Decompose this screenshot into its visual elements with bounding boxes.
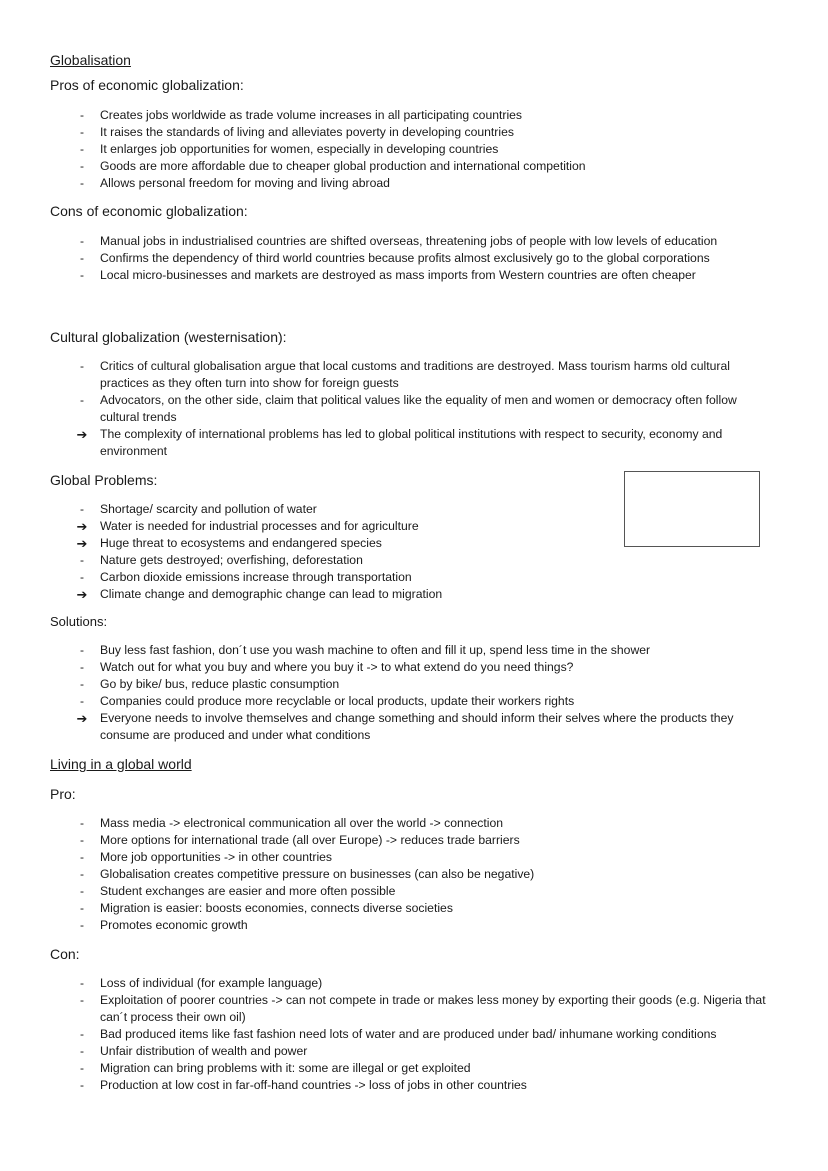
dash-bullet: - [80,159,84,173]
list-item-text: It enlarges job opportunities for women, especially in developing countries [100,142,499,156]
dash-bullet: - [80,901,84,915]
list-item-text: Advocators, on the other side, claim that political values like the equality of men and women or democracy often follow cultural trends [100,393,737,424]
heading-global-problems: Global Problems: [50,472,158,488]
list-item-text: Watch out for what you buy and where you buy it -> to what extend do you need things? [100,660,574,674]
dash-bullet: - [80,677,84,691]
list-item-text: Goods are more affordable due to cheaper global production and international competition [100,159,586,173]
list-item [72,392,777,426]
heading-con: Con: [50,946,80,962]
dash-bullet: - [80,850,84,864]
list-item [72,107,777,124]
dash-bullet: - [80,125,84,139]
list-item-text: Go by bike/ bus, reduce plastic consumption [100,677,340,691]
list-item-text: Critics of cultural globalisation argue that local customs and traditions are destroyed. Mass tourism harms old cultural practices as they often turn into show for foreign guests [100,359,730,390]
dash-bullet: - [80,867,84,881]
list-item-text: Everyone needs to involve themselves and change something and should inform their selves where the products they consume are produced and under what conditions [100,711,734,742]
list-cons-economic [72,233,777,284]
dash-bullet: - [80,108,84,122]
arrow-bullet-icon: ➔ [76,536,88,551]
list-item-text: Loss of individual (for example language) [100,976,323,990]
list-item [72,849,777,866]
list-pro [72,815,777,934]
list-item [72,267,777,284]
list-item-text: Student exchanges are easier and more often possible [100,884,396,898]
list-global-problems [72,501,592,603]
heading-solutions: Solutions: [50,614,108,629]
list-item [72,710,777,744]
list-item-text: Mass media -> electronical communication all over the world -> connection [100,816,504,830]
list-pros-economic [72,107,777,192]
list-item-text: The complexity of international problems has led to global political institutions with respect to security, economy and environment [100,427,723,458]
list-item-text: Migration is easier: boosts economies, connects diverse societies [100,901,453,915]
dash-bullet: - [80,918,84,932]
list-item [72,586,592,603]
list-item-text: Confirms the dependency of third world countries because profits almost exclusively go to the global corporations [100,251,710,265]
list-item [72,975,777,992]
list-item-text: Production at low cost in far-off-hand countries -> loss of jobs in other countries [100,1078,527,1092]
list-item [72,141,777,158]
dash-bullet: - [80,393,84,407]
arrow-bullet-icon: ➔ [76,519,88,534]
dash-bullet: - [80,1044,84,1058]
dash-bullet: - [80,553,84,567]
arrow-bullet-icon: ➔ [76,587,88,602]
list-item [72,358,777,392]
list-item [72,175,777,192]
dash-bullet: - [80,142,84,156]
list-item [72,518,592,535]
dash-bullet: - [80,660,84,674]
dash-bullet: - [80,694,84,708]
list-item [72,501,592,518]
document-title: Globalisation [50,52,131,68]
list-item [72,535,592,552]
list-item-text: Exploitation of poorer countries -> can not compete in trade or makes less money by exporting their goods (e.g. Nigeria that can´t process their own oil) [100,993,766,1024]
list-item-text: Promotes economic growth [100,918,248,932]
dash-bullet: - [80,268,84,282]
list-item [72,900,777,917]
list-item [72,1077,777,1094]
arrow-bullet-icon: ➔ [76,427,88,442]
list-item-text: Migration can bring problems with it: some are illegal or get exploited [100,1061,471,1075]
list-item [72,642,777,659]
list-item-text: Allows personal freedom for moving and living abroad [100,176,390,190]
list-item-text: Buy less fast fashion, don´t use you wash machine to often and fill it up, spend less time in the shower [100,643,651,657]
list-item-text: It raises the standards of living and alleviates poverty in developing countries [100,125,514,139]
list-item-text: More job opportunities -> in other countries [100,850,333,864]
list-item [72,552,592,569]
list-item [72,124,777,141]
list-item [72,815,777,832]
list-item [72,569,592,586]
dash-bullet: - [80,1027,84,1041]
dash-bullet: - [80,643,84,657]
list-item [72,676,777,693]
list-item-text: Bad produced items like fast fashion need lots of water and are produced under bad/ inhumane working conditions [100,1027,717,1041]
list-item [72,233,777,250]
empty-image-frame [624,471,760,547]
list-item-text: Unfair distribution of wealth and power [100,1044,308,1058]
list-item-text: Climate change and demographic change can lead to migration [100,587,443,601]
list-item [72,1026,777,1043]
list-item [72,992,777,1026]
list-item [72,250,777,267]
dash-bullet: - [80,976,84,990]
dash-bullet: - [80,1078,84,1092]
dash-bullet: - [80,993,84,1007]
heading-cons-economic: Cons of economic globalization: [50,203,248,219]
dash-bullet: - [80,251,84,265]
list-item-text: Creates jobs worldwide as trade volume increases in all participating countries [100,108,523,122]
list-item [72,832,777,849]
list-solutions [72,642,777,744]
list-item [72,1043,777,1060]
list-item-text: Local micro-businesses and markets are destroyed as mass imports from Western countries are often cheaper [100,268,696,282]
heading-pro: Pro: [50,786,76,802]
list-item [72,866,777,883]
list-item-text: Companies could produce more recyclable or local products, update their workers rights [100,694,575,708]
dash-bullet: - [80,176,84,190]
list-item [72,883,777,900]
dash-bullet: - [80,359,84,373]
list-item [72,917,777,934]
arrow-bullet-icon: ➔ [76,711,88,726]
list-cultural [72,358,777,460]
list-item-text: Carbon dioxide emissions increase through transportation [100,570,412,584]
list-item [72,659,777,676]
list-item-text: More options for international trade (all over Europe) -> reduces trade barriers [100,833,520,847]
list-item [72,426,777,460]
heading-cultural: Cultural globalization (westernisation): [50,329,287,345]
dash-bullet: - [80,1061,84,1075]
list-item-text: Nature gets destroyed; overfishing, deforestation [100,553,363,567]
list-item [72,158,777,175]
list-item [72,1060,777,1077]
list-item-text: Globalisation creates competitive pressure on businesses (can also be negative) [100,867,535,881]
list-item-text: Shortage/ scarcity and pollution of water [100,502,317,516]
dash-bullet: - [80,234,84,248]
list-item-text: Huge threat to ecosystems and endangered species [100,536,382,550]
dash-bullet: - [80,833,84,847]
dash-bullet: - [80,570,84,584]
heading-living-global: Living in a global world [50,756,192,772]
dash-bullet: - [80,816,84,830]
list-con [72,975,777,1094]
list-item [72,693,777,710]
heading-pros-economic: Pros of economic globalization: [50,77,244,93]
list-item-text: Water is needed for industrial processes and for agriculture [100,519,419,533]
dash-bullet: - [80,884,84,898]
dash-bullet: - [80,502,84,516]
list-item-text: Manual jobs in industrialised countries are shifted overseas, threatening jobs of people with low levels of education [100,234,718,248]
